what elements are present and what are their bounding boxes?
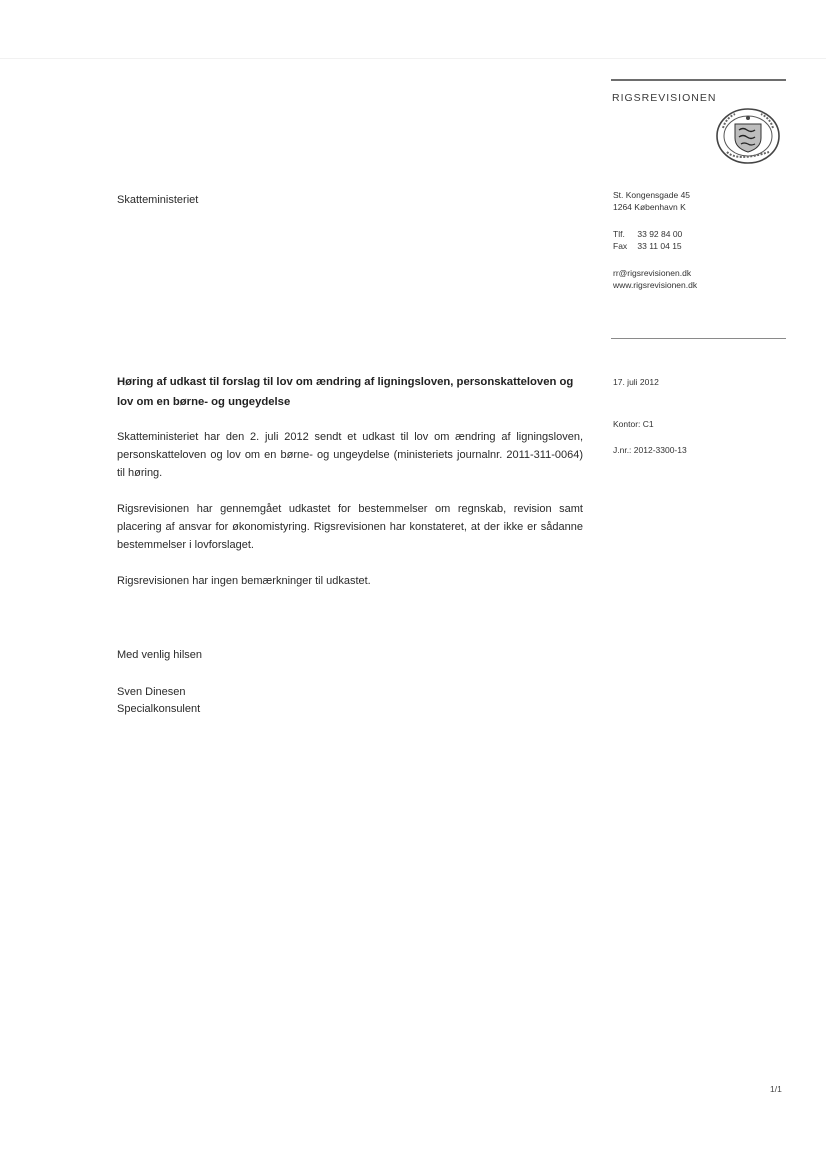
letterhead-mid-rule [611,338,786,339]
phone-number: 33 92 84 00 [637,229,683,239]
letterhead-top-rule [611,79,786,81]
letter-date: 17. juli 2012 [613,377,659,387]
office: Kontor: C1 [613,419,654,429]
fax-row [613,241,682,252]
address-line-2: 1264 København K [613,202,686,212]
fax-label: Fax [613,241,628,251]
scan-edge-line [0,58,826,59]
signer-title: Specialkonsulent [117,703,201,715]
paragraph-3: Rigsrevisionen har ingen bemærkninger til udkastet. [117,575,371,587]
email: rr@rigsrevisionen.dk [613,268,692,278]
address-line-1: St. Kongensgade 45 [613,190,691,200]
organization-name: RIGSREVISIONEN [612,92,717,104]
phone-row [613,229,682,240]
phone-label: Tlf. [613,229,625,239]
letter-subject: Høring af udkast til forslag til lov om ændring af ligningsloven, personskatteloven og lov om en børne- og ungeydelse [117,376,574,408]
paragraph-2: Rigsrevisionen har gennemgået udkastet for bestemmelser om regnskab, revision samt placering af ansvar for økonomistyring. Rigsrevisionen har konstateret, at der ikke er sådanne bestemmelser i lovforslaget. [117,503,583,551]
website: www.rigsrevisionen.dk [613,280,698,290]
folketinget-seal-icon [713,106,783,166]
fax-number: 33 11 04 15 [637,241,682,251]
page-number: 1/1 [770,1084,782,1094]
closing: Med venlig hilsen [117,649,202,661]
signer-name: Sven Dinesen [117,686,186,698]
recipient: Skatteministeriet [117,194,199,206]
paragraph-1: Skatteministeriet har den 2. juli 2012 sendt et udkast til lov om ændring af ligningsloven, personskatteloven og lov om en børne- og ungeydelse (ministeriets journalnr. 2011-311-0064) til høring. [117,431,583,479]
journal-number: J.nr.: 2012-3300-13 [613,445,687,455]
